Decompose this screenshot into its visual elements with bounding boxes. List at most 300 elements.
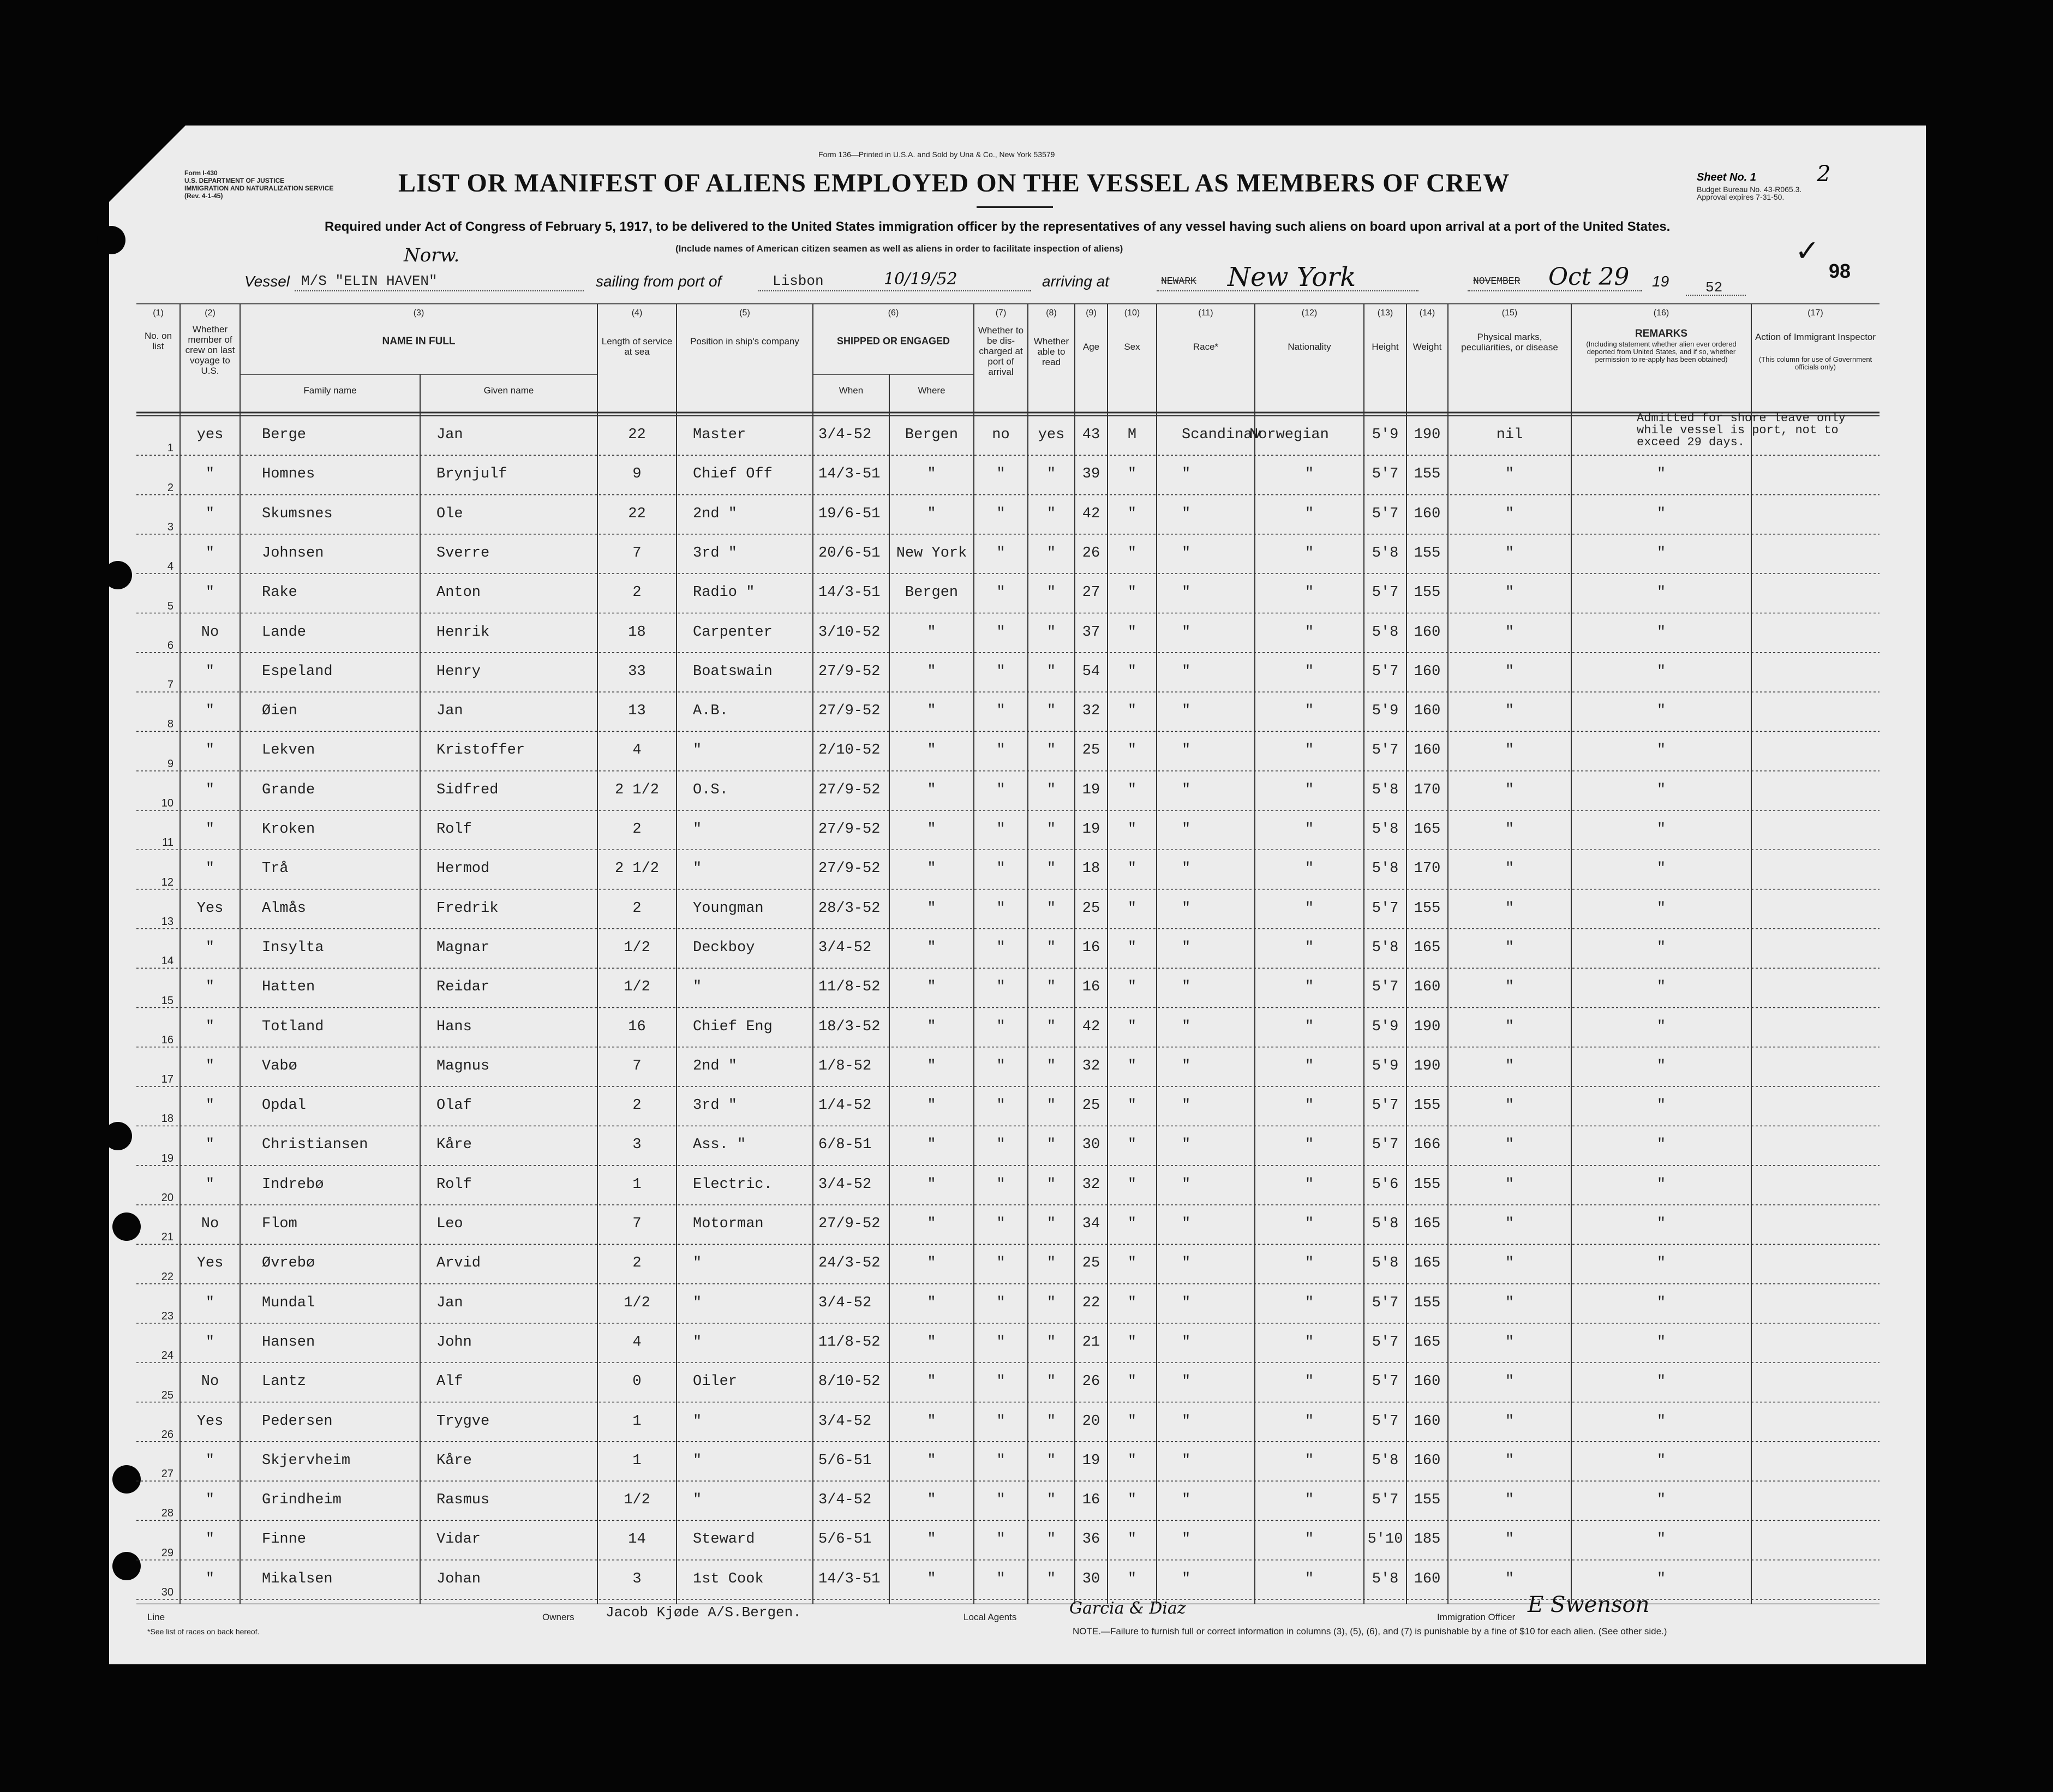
cell-where: " (927, 1334, 936, 1351)
cell-disch: " (996, 1255, 1005, 1272)
cell-crew: " (205, 1570, 215, 1587)
cell-crew: " (205, 1334, 215, 1351)
cell-height: 5'7 (1372, 663, 1399, 680)
cell-read: " (1046, 1294, 1056, 1311)
cell-marks: " (1505, 1531, 1515, 1548)
header-c5-label: Position in ship's company (690, 336, 799, 347)
cell-race: " (1182, 584, 1191, 601)
cell-when: 14/3-51 (818, 1570, 881, 1587)
cell-position: " (693, 821, 702, 838)
cell-remarks: " (1656, 1570, 1666, 1587)
cell-remarks: " (1656, 742, 1666, 759)
cell-height: 5'7 (1372, 584, 1399, 601)
cell-age: 42 (1082, 1018, 1100, 1035)
cell-marks: " (1505, 1018, 1515, 1035)
cell-marks: " (1505, 466, 1515, 483)
cell-nat: " (1304, 545, 1314, 562)
cell-family: Johnsen (262, 545, 324, 562)
cell-weight: 160 (1414, 742, 1441, 759)
header-c2-num: (2) (205, 308, 216, 318)
header-c6-num: (6) (888, 308, 899, 318)
cell-nat: " (1304, 1492, 1314, 1509)
cell-race: " (1182, 781, 1191, 798)
cell-weight: 170 (1414, 781, 1441, 798)
form-id (184, 169, 333, 200)
row-number: 5 (167, 600, 173, 612)
cell-nat: " (1304, 1531, 1314, 1548)
cell-when: 28/3-52 (818, 900, 881, 917)
cell-where: " (927, 1294, 936, 1311)
punch-hole (104, 1122, 132, 1150)
cell-where: " (927, 1373, 936, 1390)
cell-sex: " (1127, 821, 1137, 838)
cell-read: " (1046, 1058, 1056, 1074)
cell-position: Master (693, 427, 746, 443)
cell-position: 2nd " (693, 505, 738, 522)
cell-family: Berge (262, 427, 307, 443)
cell-position: " (693, 979, 702, 996)
cell-age: 37 (1082, 624, 1100, 641)
cell-weight: 185 (1414, 1531, 1441, 1548)
cell-height: 5'10 (1367, 1531, 1403, 1548)
cell-nat: " (1304, 584, 1314, 601)
cell-sex: " (1127, 624, 1137, 641)
cell-sex: " (1127, 466, 1137, 483)
header-c10-label: Sex (1124, 342, 1140, 352)
cell-position: Chief Eng (693, 1018, 773, 1035)
cell-marks: " (1505, 1373, 1515, 1390)
cell-given: Kåre (436, 1452, 472, 1469)
cell-read: " (1046, 1137, 1056, 1154)
cell-marks: " (1505, 900, 1515, 917)
cell-position: Electric. (693, 1176, 773, 1193)
cell-weight: 165 (1414, 1255, 1441, 1272)
cell-weight: 155 (1414, 584, 1441, 601)
cell-disch: " (996, 1570, 1005, 1587)
cell-weight: 190 (1414, 1058, 1441, 1074)
cell-age: 54 (1082, 663, 1100, 680)
sheet-label: Sheet No. (1697, 171, 1747, 183)
cell-crew: Yes (196, 1255, 224, 1272)
cell-service: 3 (632, 1137, 642, 1154)
cell-height: 5'8 (1372, 1216, 1399, 1232)
officer-signature: E Swenson (1528, 1592, 1650, 1617)
cell-weight: 160 (1414, 624, 1441, 641)
cell-marks: " (1505, 1413, 1515, 1430)
cell-height: 5'7 (1372, 505, 1399, 522)
cell-where: Bergen (905, 584, 959, 601)
cell-position: " (693, 1255, 702, 1272)
cell-read: " (1046, 1492, 1056, 1509)
cell-position: O.S. (693, 781, 728, 798)
cell-race: " (1182, 545, 1191, 562)
cell-family: Indrebø (262, 1176, 324, 1193)
cell-weight: 155 (1414, 900, 1441, 917)
cell-when: 1/8-52 (818, 1058, 872, 1074)
cell-marks: " (1505, 1255, 1515, 1272)
cell-weight: 155 (1414, 1492, 1441, 1509)
cell-when: 3/4-52 (818, 427, 872, 443)
row-number: 11 (162, 837, 173, 849)
cell-marks: " (1505, 505, 1515, 522)
cell-weight: 160 (1414, 1570, 1441, 1587)
cell-read: " (1046, 900, 1056, 917)
cell-age: 25 (1082, 900, 1100, 917)
cell-nat: " (1304, 939, 1314, 956)
cell-weight: 155 (1414, 466, 1441, 483)
cell-given: Henry (436, 663, 481, 680)
cell-height: 5'8 (1372, 861, 1399, 877)
cell-crew: No (201, 624, 219, 641)
sheet-value: 1 (1750, 171, 1756, 183)
header-c6-where: Where (918, 385, 945, 396)
cell-where: " (927, 1097, 936, 1114)
cell-family: Lande (262, 624, 307, 641)
cell-age: 16 (1082, 979, 1100, 996)
cell-crew: " (205, 979, 215, 996)
cell-remarks: " (1656, 1531, 1666, 1548)
cell-where: " (927, 1255, 936, 1272)
cell-service: 3 (632, 1570, 642, 1587)
cell-nat: " (1304, 466, 1314, 483)
cell-position: Oiler (693, 1373, 738, 1390)
crew-table (136, 303, 1880, 1604)
cell-service: 2 (632, 821, 642, 838)
cell-height: 5'8 (1372, 624, 1399, 641)
cell-sex: " (1127, 1531, 1137, 1548)
cell-age: 25 (1082, 1255, 1100, 1272)
cell-given: Alf (436, 1373, 463, 1390)
agents-label: Local Agents (963, 1612, 1017, 1622)
cell-sex: " (1127, 1492, 1137, 1509)
cell-disch: " (996, 821, 1005, 838)
cell-sex: " (1127, 1334, 1137, 1351)
revision: (Rev. 4-1-45) (184, 192, 223, 200)
cell-sex: " (1127, 979, 1137, 996)
cell-disch: " (996, 1018, 1005, 1035)
cell-crew: " (205, 939, 215, 956)
cell-when: 20/6-51 (818, 545, 881, 562)
cell-race: " (1182, 1058, 1191, 1074)
cell-age: 32 (1082, 1058, 1100, 1074)
cell-height: 5'9 (1372, 1058, 1399, 1074)
cell-remarks: " (1656, 1413, 1666, 1430)
header-c17-sub: (This column for use of Government officials only) (1758, 355, 1872, 371)
cell-service: 33 (628, 663, 646, 680)
cell-nat: " (1304, 1137, 1314, 1154)
cell-when: 3/10-52 (818, 624, 881, 641)
cell-weight: 155 (1414, 1097, 1441, 1114)
cell-family: Pedersen (262, 1413, 333, 1430)
year-prefix: 19 (1652, 273, 1669, 290)
cell-height: 5'7 (1372, 466, 1399, 483)
vessel-label: Vessel (244, 273, 290, 290)
cell-given: Leo (436, 1216, 463, 1232)
cell-nat: " (1304, 1413, 1314, 1430)
header-c12-label: Nationality (1288, 342, 1331, 352)
cell-height: 5'7 (1372, 742, 1399, 759)
cell-race: " (1182, 979, 1191, 996)
cell-race: " (1182, 1255, 1191, 1272)
cell-given: John (436, 1334, 472, 1351)
cell-given: Henrik (436, 624, 490, 641)
cell-marks: " (1505, 584, 1515, 601)
row-number: 4 (167, 560, 173, 573)
vessel-underline (295, 290, 584, 291)
cell-where: " (927, 781, 936, 798)
header-c2-label: Whether member of crew on last voyage to U.S. (185, 324, 235, 376)
cell-age: 26 (1082, 545, 1100, 562)
cell-read: " (1046, 1373, 1056, 1390)
cell-service: 22 (628, 505, 646, 522)
row-number: 21 (161, 1231, 173, 1244)
cell-when: 14/3-51 (818, 466, 881, 483)
cell-when: 8/10-52 (818, 1373, 881, 1390)
cell-sex: M (1127, 427, 1137, 443)
cell-weight: 160 (1414, 505, 1441, 522)
cell-sex: " (1127, 663, 1137, 680)
cell-height: 5'8 (1372, 939, 1399, 956)
cell-given: Hans (436, 1018, 472, 1035)
cell-sex: " (1127, 505, 1137, 522)
cell-remarks: " (1656, 1018, 1666, 1035)
cell-height: 5'7 (1372, 900, 1399, 917)
header-c13-label: Height (1372, 342, 1399, 352)
cell-crew: yes (196, 427, 224, 443)
cell-where: " (927, 1570, 936, 1587)
sailing-underline (758, 290, 1031, 291)
cell-disch: " (996, 663, 1005, 680)
cell-age: 34 (1082, 1216, 1100, 1232)
row-number: 15 (161, 994, 173, 1007)
header-c3-label: NAME IN FULL (382, 336, 456, 347)
header-c17-label: Action of Immigrant Inspector (1755, 332, 1876, 342)
cell-marks: " (1505, 1452, 1515, 1469)
cell-weight: 165 (1414, 939, 1441, 956)
cell-sex: " (1127, 1294, 1137, 1311)
cell-given: Reidar (436, 979, 490, 996)
cell-marks: " (1505, 545, 1515, 562)
cell-service: 2 (632, 1097, 642, 1114)
cell-race: " (1182, 1294, 1191, 1311)
approval-expiry: Approval expires 7-31-50. (1697, 193, 1785, 201)
cell-where: " (927, 466, 936, 483)
cell-race: " (1182, 861, 1191, 877)
cell-race: " (1182, 1137, 1191, 1154)
cell-remarks: " (1656, 861, 1666, 877)
cell-position: Youngman (693, 900, 764, 917)
cell-where: " (927, 1413, 936, 1430)
cell-read: " (1046, 1531, 1056, 1548)
cell-service: 22 (628, 427, 646, 443)
cell-position: Motorman (693, 1216, 764, 1232)
cell-family: Kroken (262, 821, 315, 838)
cell-sex: " (1127, 861, 1137, 877)
cell-disch: " (996, 861, 1005, 877)
cell-race: " (1182, 1452, 1191, 1469)
cell-sex: " (1127, 1452, 1137, 1469)
cell-read: " (1046, 663, 1056, 680)
cell-family: Mundal (262, 1294, 315, 1311)
cell-disch: " (996, 1413, 1005, 1430)
cell-marks: " (1505, 1176, 1515, 1193)
cell-race: " (1182, 1492, 1191, 1509)
header-c4-label: Length of service at sea (601, 336, 673, 357)
cell-crew: " (205, 742, 215, 759)
cell-age: 16 (1082, 1492, 1100, 1509)
cell-remarks: " (1656, 1492, 1666, 1509)
cell-family: Lantz (262, 1373, 307, 1390)
cell-where: " (927, 1216, 936, 1232)
cell-age: 19 (1082, 781, 1100, 798)
cell-remarks: " (1656, 1334, 1666, 1351)
cell-nat: " (1304, 1097, 1314, 1114)
row-number: 3 (167, 521, 173, 533)
cell-position: " (693, 1413, 702, 1430)
cell-when: 27/9-52 (818, 821, 881, 838)
officer-label: Immigration Officer (1437, 1612, 1516, 1622)
cell-crew: No (201, 1216, 219, 1232)
cell-family: Skumsnes (262, 505, 333, 522)
row-number: 2 (167, 481, 173, 494)
row-number: 17 (161, 1073, 173, 1086)
cell-height: 5'8 (1372, 1452, 1399, 1469)
header-c1-num: (1) (153, 308, 164, 318)
cell-read: " (1046, 505, 1056, 522)
cell-remarks: " (1656, 821, 1666, 838)
cell-marks: " (1505, 663, 1515, 680)
cell-marks: " (1505, 1216, 1515, 1232)
cell-given: Arvid (436, 1255, 481, 1272)
cell-read: " (1046, 624, 1056, 641)
cell-read: " (1046, 861, 1056, 877)
cell-crew: " (205, 1452, 215, 1469)
cell-disch: " (996, 781, 1005, 798)
cell-disch: " (996, 1294, 1005, 1311)
cell-given: Magnar (436, 939, 490, 956)
cell-weight: 170 (1414, 861, 1441, 877)
cell-read: " (1046, 466, 1056, 483)
cell-age: 21 (1082, 1334, 1100, 1351)
header-c8-label: Whether able to read (1033, 336, 1069, 367)
cell-height: 5'7 (1372, 1373, 1399, 1390)
stamp-number: 98 (1829, 260, 1851, 282)
cell-service: 1/2 (624, 979, 650, 996)
cell-disch: " (996, 1492, 1005, 1509)
cell-crew: No (201, 1373, 219, 1390)
cell-position: A.B. (693, 703, 728, 720)
cell-height: 5'8 (1372, 545, 1399, 562)
cell-remarks: " (1656, 1097, 1666, 1114)
cell-when: 19/6-51 (818, 505, 881, 522)
cell-weight: 160 (1414, 1413, 1441, 1430)
cell-given: Rolf (436, 1176, 472, 1193)
cell-where: " (927, 1058, 936, 1074)
cell-nat: " (1304, 1176, 1314, 1193)
cell-weight: 155 (1414, 1294, 1441, 1311)
row-number: 13 (161, 915, 173, 928)
cell-marks: " (1505, 1137, 1515, 1154)
cell-nat: " (1304, 1334, 1314, 1351)
cell-when: 5/6-51 (818, 1452, 872, 1469)
cell-disch: " (996, 624, 1005, 641)
cell-read: " (1046, 781, 1056, 798)
row-number: 26 (161, 1428, 173, 1441)
row-number: 25 (161, 1389, 173, 1401)
cell-marks: " (1505, 861, 1515, 877)
cell-disch: " (996, 1334, 1005, 1351)
form-number: Form I-430 (184, 169, 218, 177)
cell-race: " (1182, 900, 1191, 917)
cell-age: 25 (1082, 1097, 1100, 1114)
cell-where: " (927, 900, 936, 917)
cell-service: 7 (632, 1216, 642, 1232)
cell-nat: " (1304, 1294, 1314, 1311)
cell-sex: " (1127, 1058, 1137, 1074)
header-c12-num: (12) (1301, 308, 1318, 318)
row-number: 16 (161, 1034, 173, 1046)
cell-sex: " (1127, 545, 1137, 562)
month-struck: NOVEMBER (1473, 276, 1521, 287)
cell-position: Carpenter (693, 624, 773, 641)
cell-position: Steward (693, 1531, 755, 1548)
cell-sex: " (1127, 1413, 1137, 1430)
row-number: 10 (161, 797, 173, 809)
cell-age: 22 (1082, 1294, 1100, 1311)
cell-crew: " (205, 505, 215, 522)
cell-weight: 165 (1414, 1334, 1441, 1351)
cell-family: Espeland (262, 663, 333, 680)
cell-age: 27 (1082, 584, 1100, 601)
cell-service: 14 (628, 1531, 646, 1548)
cell-weight: 155 (1414, 545, 1441, 562)
cell-marks: " (1505, 1058, 1515, 1074)
cell-nat: " (1304, 1570, 1314, 1587)
cell-weight: 166 (1414, 1137, 1441, 1154)
cell-read: " (1046, 1413, 1056, 1430)
vessel-hand-note: Norw. (404, 244, 460, 266)
cell-race: " (1182, 821, 1191, 838)
year-underline (1686, 295, 1746, 296)
cell-weight: 160 (1414, 1373, 1441, 1390)
cell-remarks: " (1656, 781, 1666, 798)
cell-race: " (1182, 1570, 1191, 1587)
cell-given: Anton (436, 584, 481, 601)
cell-sex: " (1127, 1018, 1137, 1035)
budget-info (1697, 186, 1801, 201)
cell-sex: " (1127, 1216, 1137, 1232)
cell-service: 1/2 (624, 1294, 650, 1311)
cell-marks: " (1505, 1570, 1515, 1587)
cell-disch: " (996, 466, 1005, 483)
cell-when: 1/4-52 (818, 1097, 872, 1114)
cell-when: 3/4-52 (818, 939, 872, 956)
cell-given: Olaf (436, 1097, 472, 1114)
header-c7-num: (7) (995, 308, 1007, 318)
cell-given: Johan (436, 1570, 481, 1587)
required-text: Required under Act of Congress of February 5, 1917, to be delivered to the United States immigration officer by the representatives of any vessel having such aliens on board upon arrival at a port of the United States. (325, 219, 1671, 234)
cell-family: Mikalsen (262, 1570, 333, 1587)
cell-read: " (1046, 584, 1056, 601)
cell-race: " (1182, 1216, 1191, 1232)
cell-read: " (1046, 1334, 1056, 1351)
cell-given: Trygve (436, 1413, 490, 1430)
cell-service: 9 (632, 466, 642, 483)
sailing-date: 10/19/52 (884, 270, 957, 289)
cell-nat: " (1304, 1058, 1314, 1074)
header-c4-num: (4) (631, 308, 643, 318)
cell-sex: " (1127, 584, 1137, 601)
